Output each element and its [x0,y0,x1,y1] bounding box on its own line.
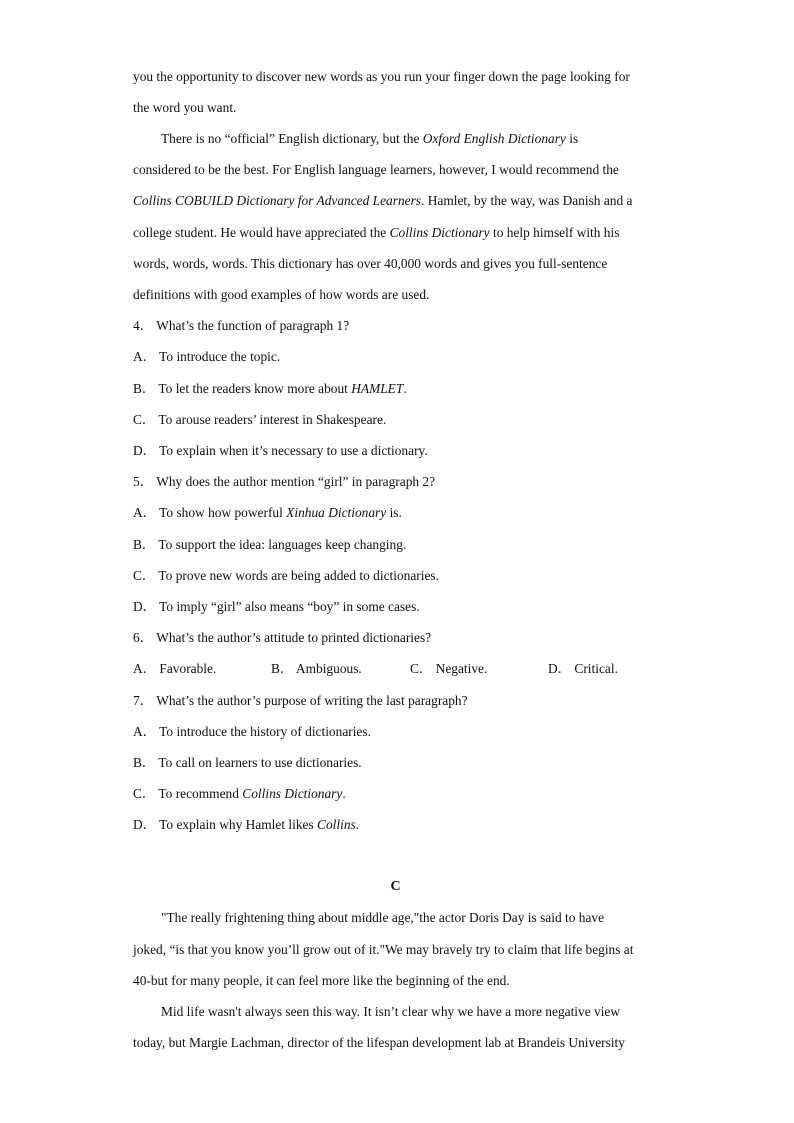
question-stem: 7． What’s the author’s purpose of writing the last paragraph? [133,693,468,708]
answer-option: D． To explain why Hamlet likes Collins. [133,817,360,832]
answer-option: C． To arouse readers’ interest in Shakespeare. [133,412,387,427]
passage-b-paragraph-line: words, words, words. This dictionary has over 40,000 words and gives you full-sentence [133,256,608,271]
passage-c-paragraph-line: joked, “is that you know you’ll grow out of it."We may bravely try to claim that life begins at [133,942,634,957]
passage-c-paragraph-line: today, but Margie Lachman, director of the lifespan development lab at Brandeis University [133,1035,625,1050]
passage-c-paragraph-line: "The really frightening thing about middle age,"the actor Doris Day is said to have [161,910,605,925]
italic-title: Oxford English Dictionary [422,131,566,146]
answer-option: A． To show how powerful Xinhua Dictionary is. [133,505,402,520]
passage-c-paragraph-line: 40-but for many people, it can feel more like the beginning of the end. [133,973,510,988]
passage-b-paragraph-line: There is no “official” English dictionary, but the Oxford English Dictionary is [161,131,579,146]
passage-b-line: the word you want. [133,100,237,115]
passage-b-paragraph-line: Collins COBUILD Dictionary for Advanced Learners. Hamlet, by the way, was Danish and a [133,193,633,208]
passage-b-line: you the opportunity to discover new words as you run your finger down the page looking for [133,69,630,84]
passage-b-paragraph-line: considered to be the best. For English language learners, however, I would recommend the [133,162,619,177]
passage-b-paragraph-line: college student. He would have appreciated the Collins Dictionary to help himself with his [133,225,620,240]
answer-option: A． To introduce the topic. [133,349,281,364]
answer-option: C． Negative. [410,661,488,676]
answer-option: B． Ambiguous. [271,661,362,676]
question-stem: 6． What’s the author’s attitude to printed dictionaries? [133,630,432,645]
answer-option: D． To explain when it’s necessary to use a dictionary. [133,443,428,458]
answer-option: D． Critical. [548,661,618,676]
answer-option: A． To introduce the history of dictionaries. [133,724,371,739]
answer-option: D． To imply “girl” also means “boy” in some cases. [133,599,420,614]
italic-title: Collins COBUILD Dictionary for Advanced Learners [133,193,422,208]
passage-c-paragraph-line: Mid life wasn't always seen this way. It isn’t clear why we have a more negative view [161,1004,621,1019]
question-stem: 4． What’s the function of paragraph 1? [133,318,350,333]
passage-b-paragraph-line: definitions with good examples of how words are used. [133,287,430,302]
answer-option: B． To let the readers know more about HAMLET. [133,381,407,396]
question-stem: 5． Why does the author mention “girl” in paragraph 2? [133,474,436,489]
answer-option: B． To support the idea: languages keep changing. [133,537,407,552]
answer-option: C． To recommend Collins Dictionary. [133,786,346,801]
italic-title: Collins Dictionary [389,225,490,240]
section-heading: C [390,879,401,894]
answer-option: C． To prove new words are being added to dictionaries. [133,568,439,583]
answer-option: B． To call on learners to use dictionaries. [133,755,362,770]
answer-option: A． Favorable. [133,661,217,676]
